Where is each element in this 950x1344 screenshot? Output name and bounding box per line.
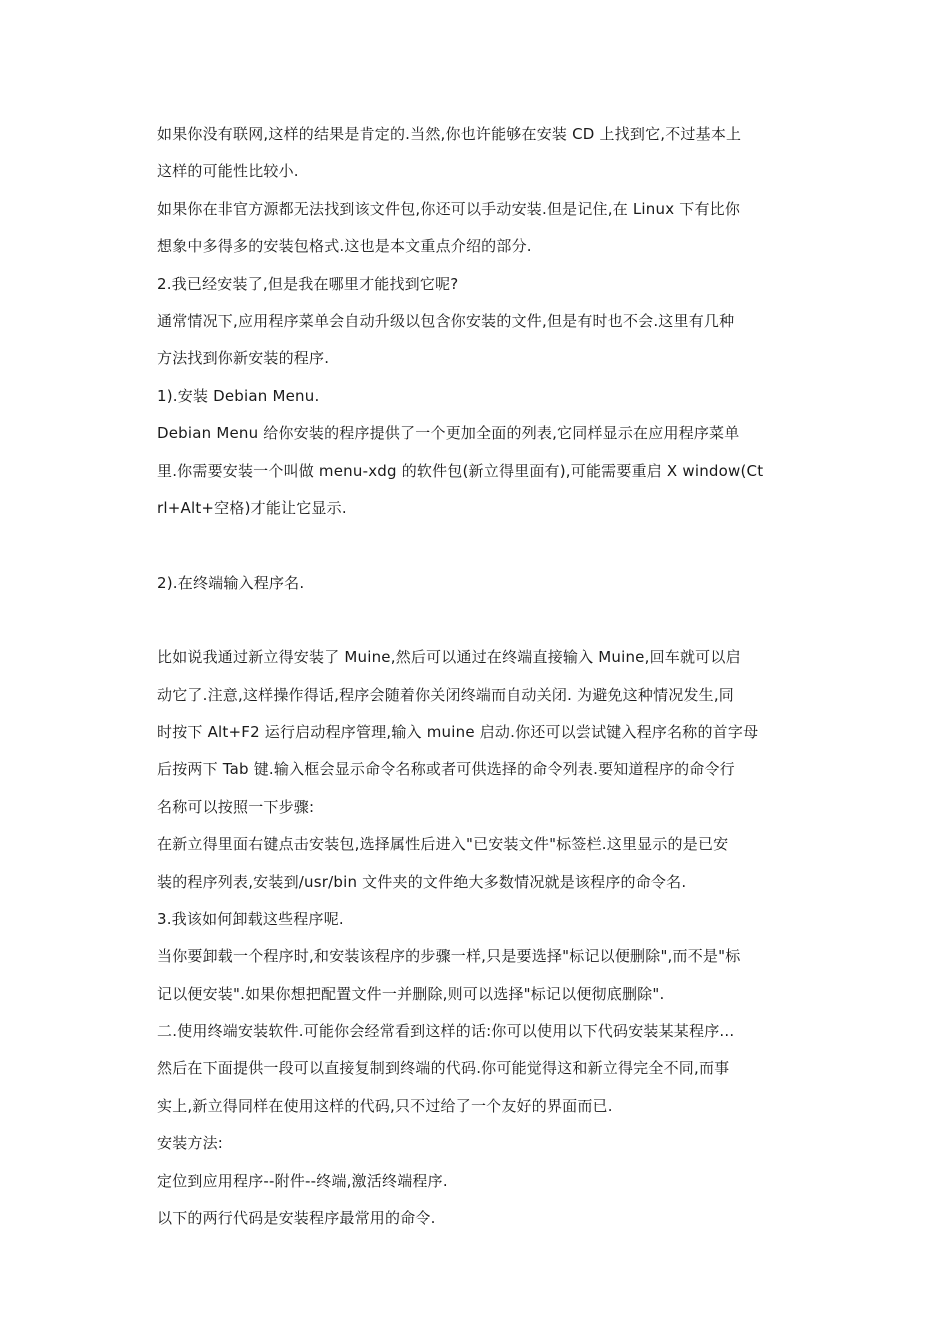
text-line: 方法找到你新安装的程序. <box>157 349 330 367</box>
text-line: 如果你没有联网,这样的结果是肯定的.当然,你也许能够在安装 CD 上找到它,不过基本上 <box>157 125 742 143</box>
text-line: 当你要卸载一个程序时,和安装该程序的步骤一样,只是要选择"标记以便删除",而不是"标 <box>157 947 741 965</box>
text-line: 通常情况下,应用程序菜单会自动升级以包含你安装的文件,但是有时也不会.这里有几种 <box>157 312 735 330</box>
text-line: Debian Menu 给你安装的程序提供了一个更加全面的列表,它同样显示在应用程序菜单 <box>157 424 740 442</box>
text-line: 然后在下面提供一段可以直接复制到终端的代码.你可能觉得这和新立得完全不同,而事 <box>157 1059 730 1077</box>
text-line: 装的程序列表,安装到/usr/bin 文件夹的文件绝大多数情况就是该程序的命令名. <box>157 873 687 891</box>
section-heading: 二.使用终端安装软件.可能你会经常看到这样的话:你可以使用以下代码安装某某程序... <box>157 1022 735 1040</box>
subsection-heading: 1).安装 Debian Menu. <box>157 387 320 405</box>
text-line: 如果你在非官方源都无法找到该文件包,你还可以手动安装.但是记住,在 Linux 下有比你 <box>157 200 741 218</box>
text-line: 后按两下 Tab 键.输入框会显示命令名称或者可供选择的命令列表.要知道程序的命令行 <box>157 760 735 778</box>
text-line: 想象中多得多的安装包格式.这也是本文重点介绍的部分. <box>157 237 532 255</box>
text-line: 以下的两行代码是安装程序最常用的命令. <box>157 1209 436 1227</box>
text-line: 时按下 Alt+F2 运行启动程序管理,输入 muine 启动.你还可以尝试键入程序名称的首字母 <box>157 723 759 741</box>
text-line: 里.你需要安装一个叫做 menu-xdg 的软件包(新立得里面有),可能需要重启 X window(Ct <box>157 462 764 480</box>
subsection-heading: 2).在终端输入程序名. <box>157 574 305 592</box>
text-line: 比如说我通过新立得安装了 Muine,然后可以通过在终端直接输入 Muine,回车就可以启 <box>157 648 741 666</box>
text-line: 实上,新立得同样在使用这样的代码,只不过给了一个友好的界面而已. <box>157 1097 613 1115</box>
text-line: 定位到应用程序--附件--终端,激活终端程序. <box>157 1172 448 1190</box>
section-heading: 2.我已经安装了,但是我在哪里才能找到它呢? <box>157 275 459 293</box>
text-line: 在新立得里面右键点击安装包,选择属性后进入"已安装文件"标签栏.这里显示的是已安 <box>157 835 729 853</box>
text-line: 名称可以按照一下步骤: <box>157 798 315 816</box>
text-line: 安装方法: <box>157 1134 224 1152</box>
text-line: rl+Alt+空格)才能让它显示. <box>157 499 347 517</box>
text-line: 这样的可能性比较小. <box>157 162 299 180</box>
section-heading: 3.我该如何卸载这些程序呢. <box>157 910 344 928</box>
text-line: 记以便安装".如果你想把配置文件一并删除,则可以选择"标记以便彻底删除". <box>157 985 665 1003</box>
text-line: 动它了.注意,这样操作得话,程序会随着你关闭终端而自动关闭. 为避免这种情况发生,同 <box>157 686 735 704</box>
